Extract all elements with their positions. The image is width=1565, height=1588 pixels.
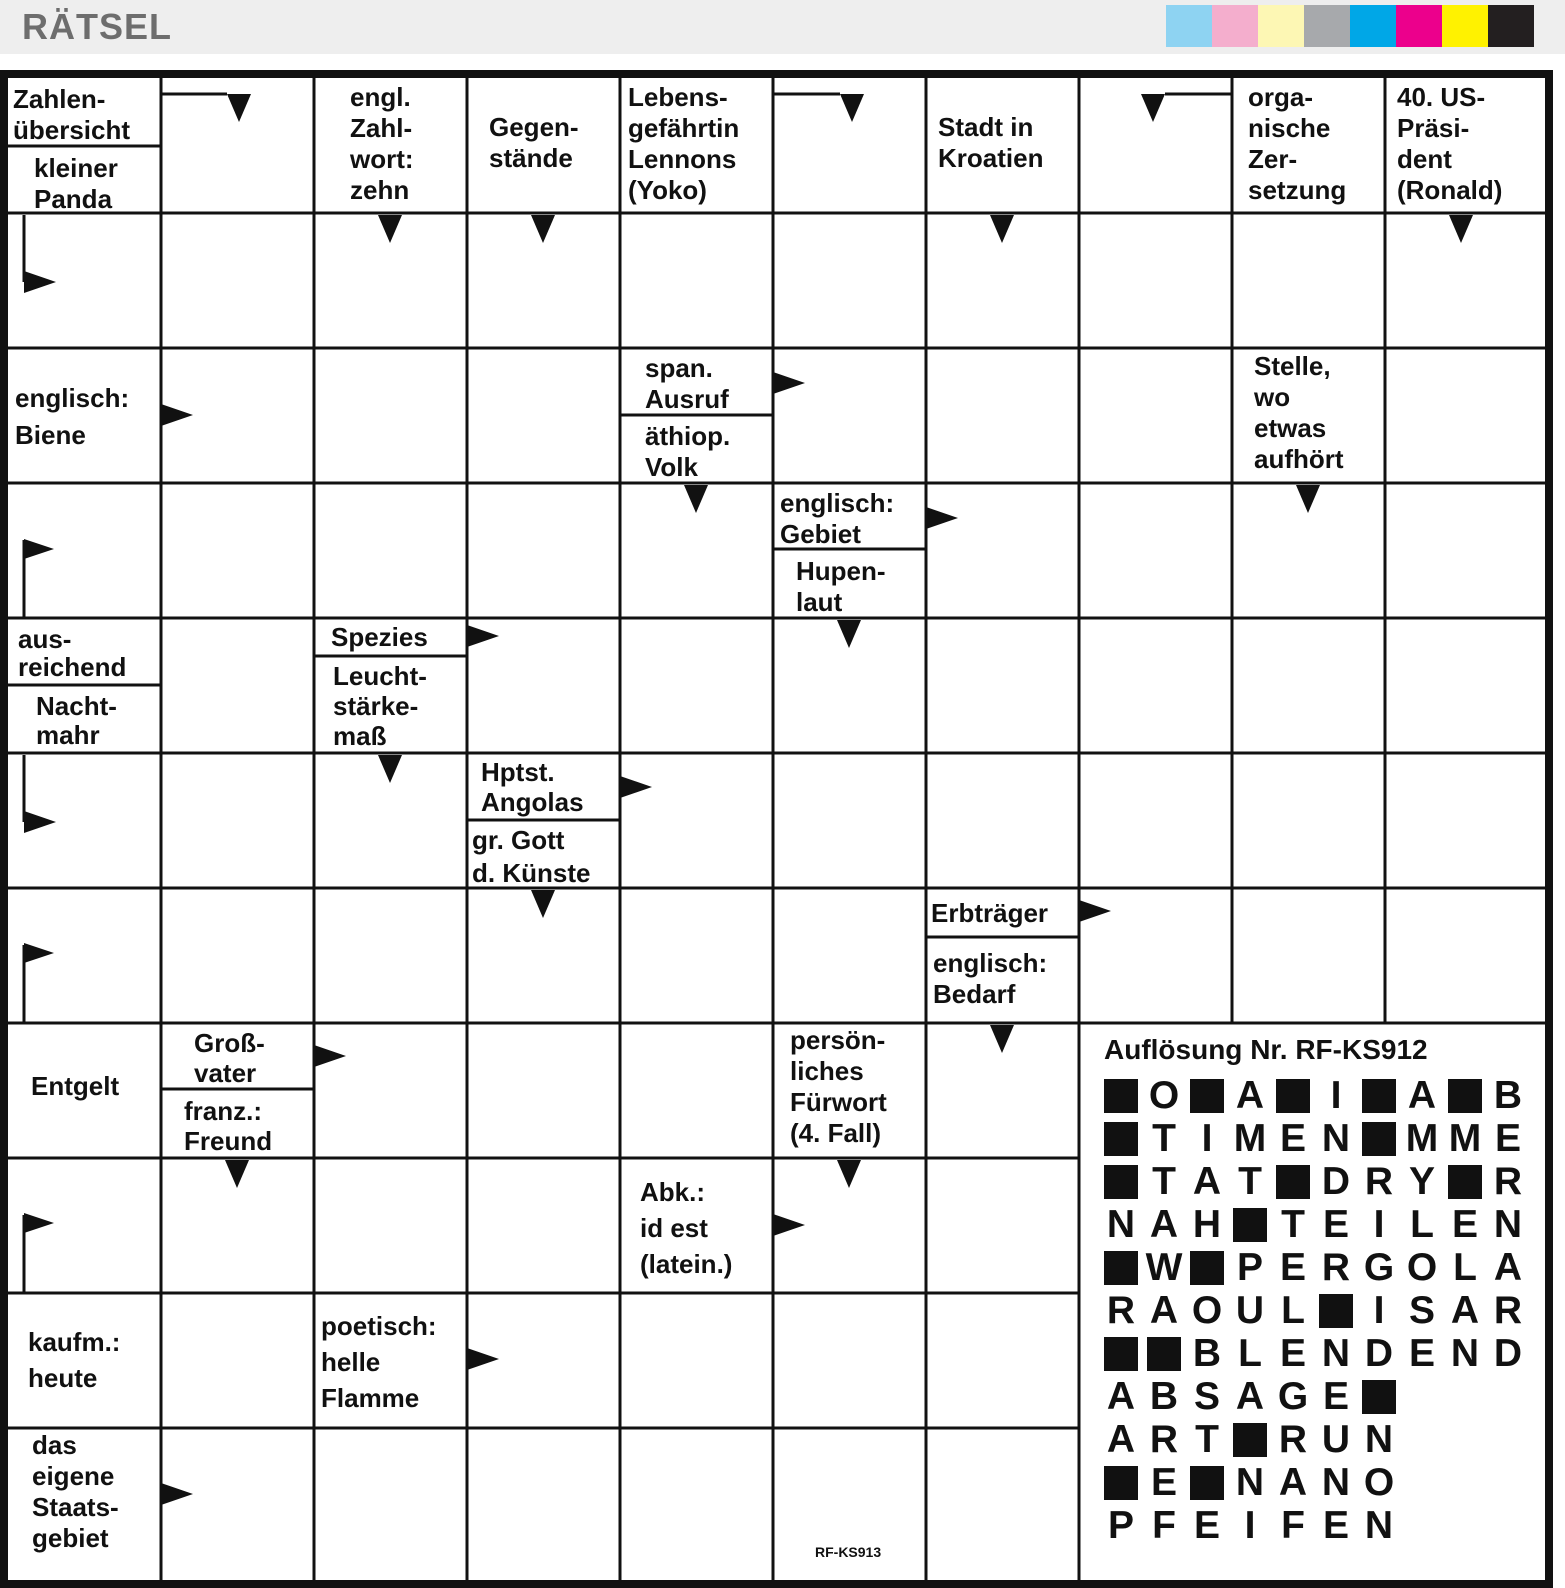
solution-letter: O [1406, 1246, 1438, 1289]
solution-letter: N [1321, 1461, 1351, 1504]
solution-black-cell [1186, 1462, 1228, 1504]
color-swatch [1350, 5, 1396, 47]
solution-letter: O [1148, 1074, 1180, 1117]
arrow-right-icon [467, 625, 499, 647]
clue-kleiner-panda: kleiner Panda [34, 153, 118, 214]
solution-letter: E [1279, 1117, 1306, 1160]
solution-letter: A [1149, 1203, 1179, 1246]
solution-black-cell [1186, 1075, 1228, 1117]
solution-black-cell [1100, 1247, 1142, 1289]
solution-letter: U [1235, 1289, 1265, 1332]
solution-letter: E [1494, 1117, 1521, 1160]
flag-arrow-icon [24, 539, 54, 559]
solution-letter: L [1238, 1332, 1262, 1375]
clue-entgelt: Entgelt [31, 1071, 120, 1101]
arrow-right-icon [161, 404, 193, 426]
solution-letter: R [1493, 1160, 1523, 1203]
arrow-down-icon [1296, 485, 1320, 513]
flag-arrow-icon [24, 943, 54, 963]
solution-letter: E [1279, 1246, 1306, 1289]
clue-leuchtstaerkemass: Leucht- stärke- maß [333, 661, 427, 751]
solution-black-cell [1272, 1161, 1314, 1203]
solution-black-cell [1100, 1462, 1142, 1504]
clue-abk-id-est: Abk.: id est (latein.) [640, 1177, 733, 1279]
arrow-right-icon [24, 811, 56, 833]
clue-hupenlaut: Hupen- laut [796, 556, 886, 617]
solution-letter: A [1149, 1289, 1179, 1332]
solution-letter: D [1364, 1332, 1394, 1375]
arrow-down-icon [227, 94, 251, 122]
clue-aethiop-volk: äthiop. Volk [645, 421, 731, 482]
color-swatch [1396, 5, 1442, 47]
solution-black-cell [1100, 1118, 1142, 1160]
solution-letter: N [1106, 1203, 1136, 1246]
solution-letter: G [1363, 1246, 1395, 1289]
solution-letter: E [1150, 1461, 1177, 1504]
solution-letter: B [1192, 1332, 1222, 1375]
color-calibration-bar [1166, 5, 1534, 47]
solution-letter: B [1149, 1375, 1179, 1418]
solution-letter: L [1453, 1246, 1477, 1289]
solution-letter: W [1145, 1246, 1183, 1289]
solution-letter: R [1493, 1289, 1523, 1332]
clue-hauptstadt-angolas: Hptst. Angolas [481, 757, 584, 817]
solution-letter: A [1450, 1289, 1480, 1332]
solution-letter: O [1191, 1289, 1223, 1332]
solution-letter: A [1106, 1418, 1136, 1461]
color-swatch [1212, 5, 1258, 47]
solution-title: Auflösung Nr. RF-KS912 [1104, 1034, 1428, 1065]
solution-black-cell [1100, 1161, 1142, 1203]
clue-franz-freund: franz.: Freund [184, 1096, 273, 1156]
solution-letter: B [1493, 1074, 1523, 1117]
solution-black-cell [1186, 1247, 1228, 1289]
arrow-down-icon [531, 215, 555, 243]
solution-letter: M [1233, 1117, 1267, 1160]
solution-letter: N [1235, 1461, 1265, 1504]
solution-black-cell [1315, 1290, 1357, 1332]
solution-black-cell [1272, 1075, 1314, 1117]
solution-letter: S [1408, 1289, 1435, 1332]
color-swatch [1258, 5, 1304, 47]
solution-letter: I [1244, 1504, 1256, 1547]
arrow-down-icon [990, 215, 1014, 243]
arrow-down-icon [1449, 215, 1473, 243]
arrow-down-icon [684, 485, 708, 513]
solution-letter: A [1493, 1246, 1523, 1289]
solution-black-cell [1100, 1075, 1142, 1117]
solution-letter: A [1235, 1375, 1265, 1418]
solution-black-cell [1358, 1075, 1400, 1117]
clue-gegenstaende: Gegen- stände [489, 112, 579, 173]
clue-poetisch-flamme: poetisch: helle Flamme [321, 1311, 437, 1413]
clue-englisch-bedarf: englisch: Bedarf [933, 948, 1048, 1009]
solution-letter: N [1493, 1203, 1523, 1246]
clue-engl-zahlwort: engl. Zahl- wort: zehn [350, 82, 414, 205]
arrow-down-icon [837, 1160, 861, 1188]
arrow-right-icon [467, 1348, 499, 1370]
arrow-down-icon [1141, 94, 1165, 122]
page-title: RÄTSEL [22, 6, 172, 47]
solution-letter: A [1407, 1074, 1437, 1117]
clue-gott-der-kuenste: gr. Gott d. Künste [472, 825, 591, 888]
solution-letter: R [1278, 1418, 1308, 1461]
clue-zahlenuebersicht: Zahlen- übersicht [13, 84, 131, 145]
solution-letter: T [1281, 1203, 1305, 1246]
solution-letter: F [1152, 1504, 1176, 1547]
arrow-down-icon [225, 1160, 249, 1188]
clue-nachtmahr: Nacht- mahr [36, 691, 117, 750]
solution-black-cell [1229, 1204, 1271, 1246]
solution-letter: D [1321, 1160, 1351, 1203]
arrow-right-icon [773, 1214, 805, 1236]
clue-span-ausruf: span. Ausruf [645, 353, 729, 414]
solution-letter: N [1321, 1332, 1351, 1375]
clue-erbtraeger: Erbträger [931, 898, 1049, 928]
solution-black-cell [1143, 1333, 1185, 1375]
solution-letter: P [1107, 1504, 1134, 1547]
solution-black-cell [1358, 1376, 1400, 1418]
arrow-right-icon [1079, 900, 1111, 922]
color-swatch [1166, 5, 1212, 47]
solution-letter: T [1152, 1160, 1176, 1203]
solution-letter: A [1278, 1461, 1308, 1504]
clue-staatsgebiet: das eigene Staats- gebiet [32, 1430, 119, 1553]
clue-stadt-in-kroatien: Stadt in Kroatien [938, 112, 1044, 173]
solution-black-cell [1444, 1075, 1486, 1117]
clue-englisch-biene: englisch: Biene [15, 383, 130, 450]
solution-black-cell [1229, 1419, 1271, 1461]
solution-letter: L [1281, 1289, 1305, 1332]
solution-letter: M [1405, 1117, 1439, 1160]
clue-us-praesident: 40. US- Präsi- dent (Ronald) [1397, 82, 1503, 205]
solution-letter: E [1322, 1203, 1349, 1246]
solution-letter: R [1364, 1160, 1394, 1203]
solution-letter: I [1330, 1074, 1342, 1117]
flag-arrow-icon [24, 1213, 54, 1233]
solution-letter: N [1450, 1332, 1480, 1375]
solution-letter: T [1238, 1160, 1262, 1203]
arrow-down-icon [378, 215, 402, 243]
color-swatch [1442, 5, 1488, 47]
clue-spezies: Spezies [331, 622, 428, 652]
solution-letter: N [1364, 1418, 1394, 1461]
color-swatch [1304, 5, 1350, 47]
clue-englisch-gebiet: englisch: Gebiet [780, 488, 895, 549]
arrow-down-icon [840, 94, 864, 122]
arrow-right-icon [314, 1045, 346, 1067]
solution-letter: Y [1408, 1160, 1435, 1203]
page-header [0, 0, 1565, 54]
arrow-down-icon [531, 890, 555, 918]
solution-letter: A [1235, 1074, 1265, 1117]
arrow-right-icon [24, 271, 56, 293]
solution-letter: O [1363, 1461, 1395, 1504]
arrow-down-icon [837, 620, 861, 648]
solution-letter: H [1192, 1203, 1222, 1246]
solution-letter: D [1493, 1332, 1523, 1375]
solution-letter: T [1152, 1117, 1176, 1160]
clue-stelle-aufhoert: Stelle, wo etwas aufhört [1254, 351, 1344, 474]
solution-black-cell [1444, 1161, 1486, 1203]
solution-letter: G [1277, 1375, 1309, 1418]
solution-letter: I [1201, 1117, 1213, 1160]
solution-letter: E [1193, 1504, 1220, 1547]
solution-letter: A [1106, 1375, 1136, 1418]
arrow-down-icon [990, 1025, 1014, 1053]
clue-ausreichend: aus- reichend [18, 624, 127, 682]
solution-letter: I [1373, 1289, 1385, 1332]
crossword-grid [0, 70, 1556, 1588]
clue-grossvater: Groß- vater [194, 1028, 265, 1088]
solution-letter: E [1451, 1203, 1478, 1246]
solution-letter: N [1321, 1117, 1351, 1160]
solution-letter: A [1192, 1160, 1222, 1203]
solution-black-cell [1100, 1333, 1142, 1375]
solution-letter: R [1149, 1418, 1179, 1461]
solution-letter: R [1321, 1246, 1351, 1289]
arrow-right-icon [926, 507, 958, 529]
clue-lebensgefaehrtin: Lebens- gefährtin Lennons (Yoko) [628, 82, 740, 205]
solution-letter: E [1408, 1332, 1435, 1375]
arrow-right-icon [161, 1483, 193, 1505]
solution-letter: R [1106, 1289, 1136, 1332]
clue-organische-zersetzung: orga- nische Zer- setzung [1248, 82, 1347, 205]
solution-letter: T [1195, 1418, 1219, 1461]
solution-letter: M [1448, 1117, 1482, 1160]
arrow-right-icon [773, 372, 805, 394]
solution-letter: U [1321, 1418, 1351, 1461]
clue-kaufm-heute: kaufm.: heute [28, 1327, 121, 1393]
color-swatch [1488, 5, 1534, 47]
clue-persoenliches-fuerwort: persön- liches Fürwort (4. Fall) [790, 1025, 887, 1148]
solution-letter: I [1373, 1203, 1385, 1246]
puzzle-code: RF-KS913 [815, 1544, 882, 1560]
solution-letter: P [1236, 1246, 1263, 1289]
solution-letter: E [1279, 1332, 1306, 1375]
solution-letter: F [1281, 1504, 1305, 1547]
arrow-down-icon [378, 755, 402, 783]
solution-letter: E [1322, 1375, 1349, 1418]
solution-letter: N [1364, 1504, 1394, 1547]
solution-letter: E [1322, 1504, 1349, 1547]
solution-letter: L [1410, 1203, 1434, 1246]
solution-letter: S [1193, 1375, 1220, 1418]
arrow-right-icon [620, 776, 652, 798]
solution-black-cell [1358, 1118, 1400, 1160]
